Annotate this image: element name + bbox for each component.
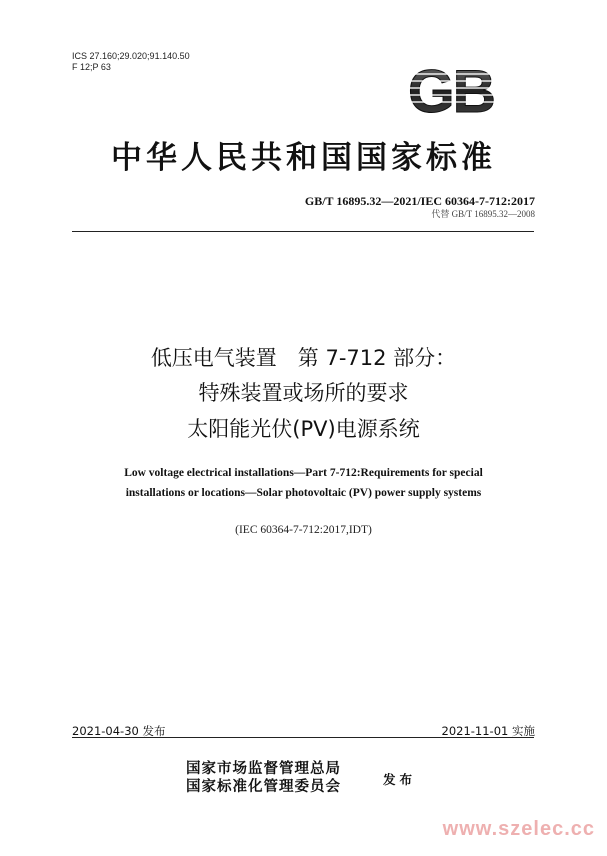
standard-code: GB/T 16895.32—2021/IEC 60364-7-712:2017 xyxy=(304,194,535,208)
ics-code: ICS 27.160;29.020;91.140.50 xyxy=(72,51,190,61)
english-title-line-1: Low voltage electrical installations—Part 7-712:Requirements for special xyxy=(124,467,483,479)
iec-equivalence: (IEC 60364-7-712:2017,IDT) xyxy=(235,524,372,536)
gb-logo-text: GB xyxy=(408,60,494,120)
national-standard-title: 中华人民共和国国家标准 xyxy=(111,140,496,176)
issued-label: 发布 xyxy=(383,772,417,787)
issuer-samr: 国家市场监督管理总局 xyxy=(186,760,341,777)
chinese-title-line-1: 低压电气装置 第 7-712 部分： xyxy=(150,346,457,370)
bottom-divider xyxy=(72,737,534,738)
replaces-note: 代替 GB/T 16895.32—2008 xyxy=(431,209,535,219)
english-title-line-2: installations or locations—Solar photovoltaic (PV) power supply systems xyxy=(125,487,482,499)
ccs-code: F 12;P 63 xyxy=(72,62,111,72)
issue-date: 2021-04-30 发布 xyxy=(72,724,166,738)
gb-logo xyxy=(396,60,506,120)
top-divider xyxy=(72,231,534,232)
implementation-date: 2021-11-01 实施 xyxy=(441,724,535,738)
issuer-sac: 国家标准化管理委员会 xyxy=(186,778,341,795)
chinese-title-line-2: 特殊装置或场所的要求 xyxy=(198,381,409,405)
site-watermark: www.szelec.cc xyxy=(442,818,595,840)
issuing-authorities xyxy=(186,760,341,796)
chinese-title-line-3: 太阳能光伏(PV)电源系统 xyxy=(187,417,420,441)
